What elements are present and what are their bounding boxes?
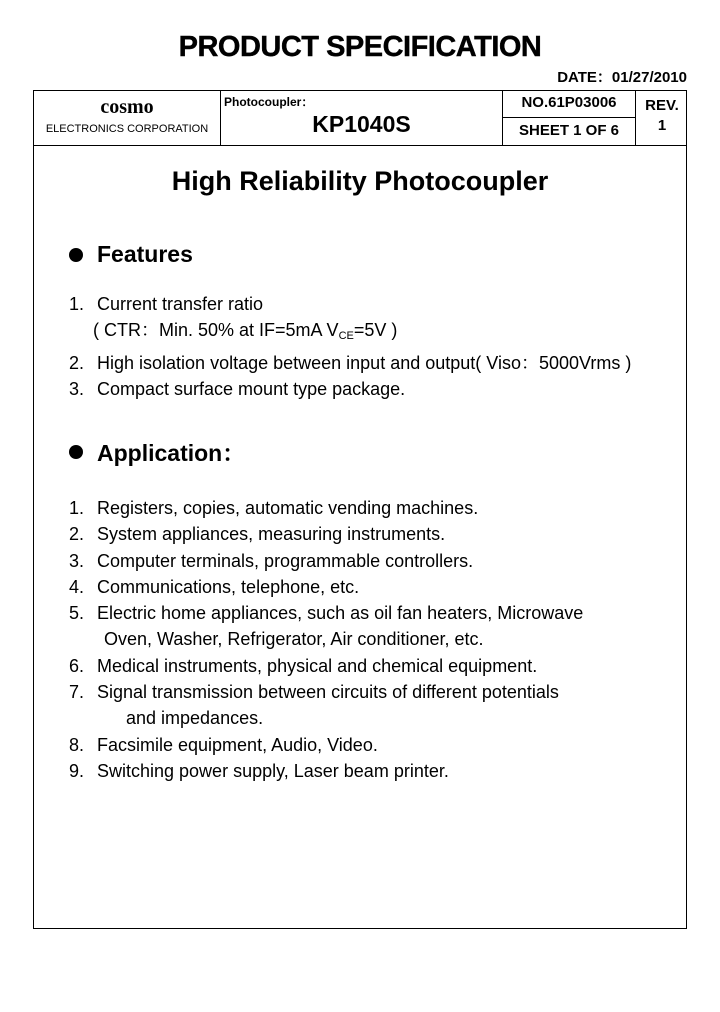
list-item-number: 3. bbox=[69, 378, 85, 399]
ctr-prefix: ( CTR：Min. 50% at IF=5mA V bbox=[93, 320, 339, 341]
list-item-number: 3. bbox=[69, 550, 85, 571]
main-title: High Reliability Photocoupler bbox=[171, 166, 549, 196]
list-item-number: 6. bbox=[69, 655, 85, 676]
list-item-text: Electric home appliances, such as oil fan heaters, Microwave bbox=[97, 603, 584, 624]
part-number: KP1040S bbox=[312, 111, 411, 137]
company-logo: cosmo bbox=[100, 96, 154, 118]
list-item-text: and impedances. bbox=[126, 708, 264, 729]
document-title: PRODUCT SPECIFICATION bbox=[178, 31, 542, 63]
list-item-number: 5. bbox=[69, 603, 85, 624]
list-item bbox=[69, 376, 631, 402]
list-item-text: Medical instruments, physical and chemical equipment. bbox=[97, 655, 538, 676]
list-item-text: Compact surface mount type package. bbox=[97, 378, 406, 399]
list-item bbox=[69, 600, 583, 626]
part-label: Photocoupler： bbox=[224, 95, 314, 109]
list-item bbox=[69, 574, 583, 600]
list-item bbox=[69, 758, 583, 784]
list-item-text: Registers, copies, automatic vending machines. bbox=[97, 498, 479, 518]
features-list bbox=[69, 291, 631, 402]
ctr-suffix: =5V ) bbox=[353, 320, 398, 341]
list-item-text: Facsimile equipment, Audio, Video. bbox=[97, 734, 378, 755]
application-heading-label: Application： bbox=[97, 440, 246, 466]
list-item-text: Communications, telephone, etc. bbox=[97, 576, 360, 597]
list-item-text: Oven, Washer, Refrigerator, Air conditioner, etc. bbox=[104, 629, 484, 650]
list-item bbox=[69, 291, 631, 317]
list-item-text: System appliances, measuring instruments. bbox=[97, 524, 446, 545]
features-heading-label: Features bbox=[97, 241, 193, 267]
application-list bbox=[69, 495, 583, 784]
features-heading bbox=[69, 241, 193, 268]
bullet-icon bbox=[69, 445, 83, 459]
list-item-number: 1. bbox=[69, 498, 85, 518]
part-cell bbox=[221, 91, 503, 145]
company-subtitle: ELECTRONICS CORPORATION bbox=[45, 123, 209, 135]
application-heading bbox=[69, 435, 245, 468]
list-item-number: 9. bbox=[69, 760, 85, 781]
bullet-icon bbox=[69, 248, 83, 262]
list-item-number: 2. bbox=[69, 524, 85, 545]
list-item-text: Signal transmission between circuits of different potentials bbox=[97, 682, 559, 703]
document-date: DATE：01/27/2010 bbox=[557, 69, 687, 86]
list-item-text: Computer terminals, programmable controllers. bbox=[97, 550, 474, 571]
list-item-number: 7. bbox=[69, 682, 85, 703]
list-item bbox=[69, 521, 583, 547]
spec-header-row bbox=[34, 91, 686, 146]
list-item bbox=[69, 679, 583, 705]
list-item bbox=[69, 732, 583, 758]
revision-label: REV. bbox=[645, 97, 679, 114]
list-item-number: 8. bbox=[69, 734, 85, 755]
list-item bbox=[69, 548, 583, 574]
list-item-text: Current transfer ratio bbox=[97, 294, 264, 314]
list-item bbox=[69, 653, 583, 679]
list-item-text: Switching power supply, Laser beam printer. bbox=[97, 760, 449, 781]
list-item-number: 4. bbox=[69, 576, 85, 597]
list-item-continuation bbox=[69, 317, 631, 349]
company-cell bbox=[34, 91, 221, 145]
list-item bbox=[69, 350, 631, 376]
spec-frame bbox=[33, 90, 687, 929]
doc-number: NO.61P03006 bbox=[503, 91, 635, 118]
doc-number-cell bbox=[503, 91, 636, 145]
list-item-continuation bbox=[69, 626, 583, 652]
revision-cell bbox=[636, 91, 688, 145]
sheet-number: SHEET 1 OF 6 bbox=[518, 122, 620, 139]
list-item-number: 1. bbox=[69, 294, 85, 314]
list-item-number: 2. bbox=[69, 352, 85, 373]
ctr-subscript: CE bbox=[338, 330, 354, 343]
list-item bbox=[69, 495, 583, 521]
list-item-continuation bbox=[69, 705, 583, 731]
list-item-text: High isolation voltage between input and output( Viso：5000Vrms ) bbox=[97, 352, 632, 373]
revision-value: 1 bbox=[657, 117, 667, 134]
